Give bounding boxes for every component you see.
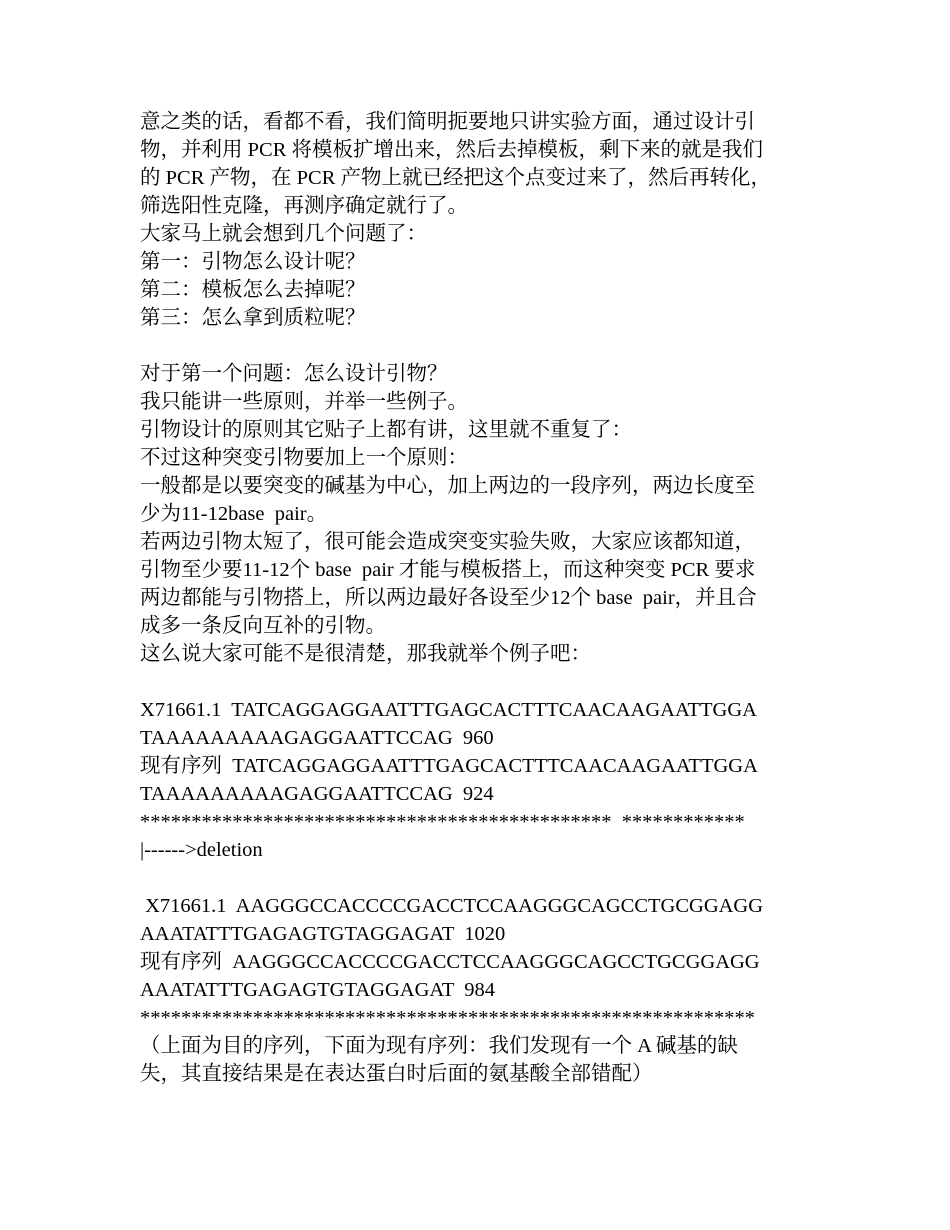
- blank-line: [140, 864, 812, 892]
- intro-line-4: 筛选阳性克隆，再测序确定就行了。: [140, 195, 468, 217]
- section1-line-4: 不过这种突变引物要加上一个原则：: [140, 447, 468, 469]
- alignment2-reference-line-2: AAATATTTGAGAGTGTAGGAGAT 1020: [140, 923, 506, 945]
- alignment2-current-line-2: AAATATTTGAGAGTGTAGGAGAT 984: [140, 979, 496, 1001]
- blank-line: [140, 668, 812, 696]
- section1-line-6: 少为11-12base pair。: [140, 503, 328, 525]
- section1-line-8: 引物至少要11-12个 base pair 才能与模板搭上，而这种突变 PCR 要求: [140, 559, 756, 581]
- alignment1-match-line: ********************************************** ************: [140, 811, 745, 833]
- alignment1-reference-line-2: TAAAAAAAAAGAGGAATTCCAG 960: [140, 727, 494, 749]
- alignment2-match-line: ************************************************************: [140, 1007, 755, 1029]
- intro-line-2: 物，并利用 PCR 将模板扩增出来，然后去掉模板，剩下来的就是我们: [140, 139, 763, 161]
- section1-line-7: 若两边引物太短了，很可能会造成突变实验失败，大家应该都知道，: [140, 531, 755, 553]
- section1-line-5: 一般都是以要突变的碱基为中心，加上两边的一段序列，两边长度至: [140, 475, 755, 497]
- document-body: [140, 108, 812, 1088]
- alignment1-current-line-1: 现有序列 TATCAGGAGGAATTTGAGCACTTTCAACAAGAATTGGA: [140, 755, 758, 777]
- alignment1-current-line-2: TAAAAAAAAAGAGGAATTCCAG 924: [140, 783, 494, 805]
- alignment2-reference-line-1: X71661.1 AAGGGCCACCCCGACCTCCAAGGGCAGCCTGCGGAGG: [140, 895, 764, 917]
- section1-line-3: 引物设计的原则其它贴子上都有讲，这里就不重复了：: [140, 419, 632, 441]
- intro-line-3: 的 PCR 产物，在 PCR 产物上就已经把这个点变过来了，然后再转化，: [140, 167, 771, 189]
- alignment1-deletion-marker: |------>deletion: [140, 839, 263, 861]
- conclusion-line-1: （上面为目的序列，下面为现有序列：我们发现有一个 A 碱基的缺: [140, 1035, 738, 1057]
- section1-line-11: 这么说大家可能不是很清楚，那我就举个例子吧：: [140, 643, 591, 665]
- question-2: 第二：模板怎么去掉呢？: [140, 279, 366, 301]
- alignment2-current-line-1: 现有序列 AAGGGCCACCCCGACCTCCAAGGGCAGCCTGCGGAGG: [140, 951, 760, 973]
- question-3: 第三：怎么拿到质粒呢？: [140, 307, 366, 329]
- blank-line: [140, 332, 812, 360]
- question-1: 第一：引物怎么设计呢？: [140, 251, 366, 273]
- section1-line-2: 我只能讲一些原则，并举一些例子。: [140, 391, 468, 413]
- intro-line-1: 意之类的话，看都不看，我们简明扼要地只讲实验方面，通过设计引: [140, 111, 755, 133]
- section1-line-9: 两边都能与引物搭上，所以两边最好各设至少12个 base pair，并且合: [140, 587, 757, 609]
- conclusion-line-2: 失，其直接结果是在表达蛋白时后面的氨基酸全部错配）: [140, 1063, 653, 1085]
- alignment1-reference-line-1: X71661.1 TATCAGGAGGAATTTGAGCACTTTCAACAAGAATTGGA: [140, 699, 757, 721]
- section1-line-10: 成多一条反向互补的引物。: [140, 615, 386, 637]
- section1-line-1: 对于第一个问题：怎么设计引物？: [140, 363, 448, 385]
- questions-lead: 大家马上就会想到几个问题了：: [140, 223, 427, 245]
